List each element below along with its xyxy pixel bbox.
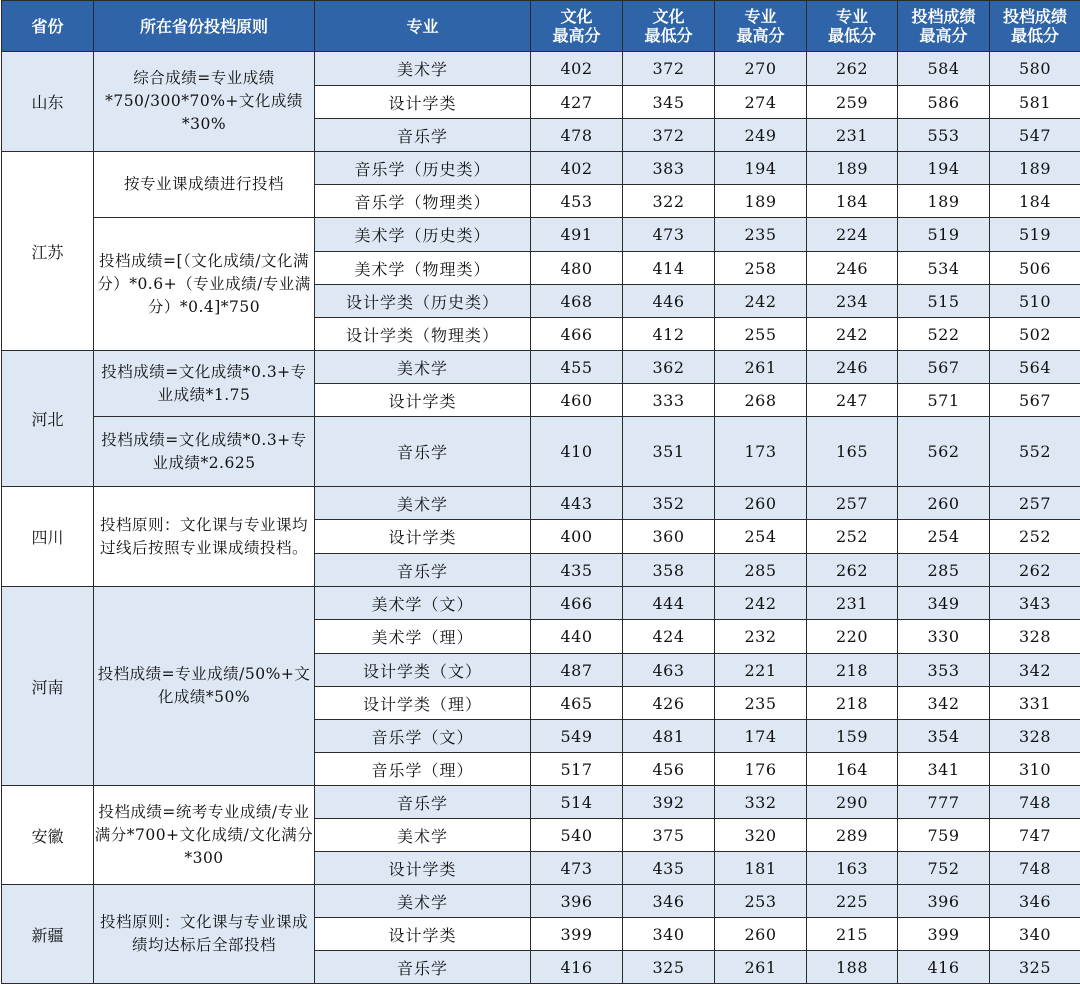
admission-max-cell: 759 [898, 819, 990, 852]
major-score-min-cell: 247 [807, 384, 898, 417]
major-score-min-cell: 224 [807, 218, 898, 252]
admission-max-cell: 349 [898, 587, 990, 620]
province-cell: 河南 [2, 587, 94, 786]
major-cell: 设计学类 [315, 384, 531, 417]
culture-max-cell: 480 [531, 252, 623, 285]
table-row [2, 52, 1080, 86]
major-score-max-cell: 261 [715, 351, 807, 384]
major-score-min-cell: 234 [807, 285, 898, 318]
admission-max-cell: 562 [898, 417, 990, 487]
rule-cell: 按专业课成绩进行投档 [94, 152, 315, 218]
header-label: 投档成绩 [911, 7, 976, 26]
admission-min-cell: 310 [990, 753, 1080, 786]
culture-max-cell: 416 [531, 951, 623, 984]
admission-min-cell: 506 [990, 252, 1080, 285]
culture-min-cell: 426 [623, 687, 715, 720]
major-score-max-header [715, 1, 807, 52]
culture-max-cell: 465 [531, 687, 623, 720]
major-cell: 美术学 [315, 819, 531, 852]
culture-max-cell: 487 [531, 654, 623, 687]
table-row [2, 487, 1080, 520]
admission-min-cell: 747 [990, 819, 1080, 852]
culture-max-cell: 514 [531, 786, 623, 819]
admission-min-cell: 519 [990, 218, 1080, 252]
culture-min-cell: 345 [623, 86, 715, 119]
culture-max-cell: 443 [531, 487, 623, 520]
major-score-min-cell: 165 [807, 417, 898, 487]
header-label: 最高分 [552, 26, 601, 45]
major-score-min-cell: 262 [807, 554, 898, 587]
major-score-max-cell: 320 [715, 819, 807, 852]
admission-max-cell: 534 [898, 252, 990, 285]
major-score-min-cell: 289 [807, 819, 898, 852]
admission-min-cell: 567 [990, 384, 1080, 417]
admission-max-cell: 260 [898, 487, 990, 520]
major-cell: 美术学 [315, 487, 531, 520]
culture-min-cell: 446 [623, 285, 715, 318]
major-score-min-cell: 246 [807, 252, 898, 285]
major-score-min-cell: 262 [807, 52, 898, 86]
table-header [2, 1, 1080, 52]
table-row [2, 786, 1080, 819]
culture-min-cell: 456 [623, 753, 715, 786]
culture-min-cell: 346 [623, 885, 715, 918]
culture-max-cell: 540 [531, 819, 623, 852]
culture-min-cell: 383 [623, 152, 715, 185]
culture-max-cell: 455 [531, 351, 623, 384]
major-cell: 设计学类（文） [315, 654, 531, 687]
table-row [2, 587, 1080, 620]
major-score-min-cell: 225 [807, 885, 898, 918]
culture-max-cell: 396 [531, 885, 623, 918]
major-score-max-cell: 176 [715, 753, 807, 786]
major-score-min-header [807, 1, 898, 52]
culture-min-header [623, 1, 715, 52]
culture-min-cell: 352 [623, 487, 715, 520]
rule-cell: 投档原则：文化课与专业课均过线后按照专业课成绩投档。 [94, 487, 315, 587]
culture-min-cell: 322 [623, 185, 715, 218]
major-header [315, 1, 531, 52]
major-cell: 设计学类（物理类） [315, 318, 531, 351]
major-score-min-cell: 159 [807, 720, 898, 753]
admission-max-cell: 416 [898, 951, 990, 984]
admission-min-cell: 262 [990, 554, 1080, 587]
header-row [2, 1, 1080, 52]
major-score-min-cell: 163 [807, 852, 898, 885]
admission-max-cell: 519 [898, 218, 990, 252]
culture-max-cell: 402 [531, 152, 623, 185]
admission-min-cell: 343 [990, 587, 1080, 620]
major-cell: 音乐学（物理类） [315, 185, 531, 218]
major-score-max-cell: 242 [715, 285, 807, 318]
culture-min-cell: 444 [623, 587, 715, 620]
major-score-min-cell: 246 [807, 351, 898, 384]
admission-max-cell: 341 [898, 753, 990, 786]
major-score-min-cell: 188 [807, 951, 898, 984]
culture-min-cell: 473 [623, 218, 715, 252]
culture-min-cell: 333 [623, 384, 715, 417]
province-cell: 河北 [2, 351, 94, 487]
table-row [2, 152, 1080, 185]
admission-max-cell: 553 [898, 119, 990, 152]
major-cell: 设计学类 [315, 520, 531, 554]
culture-max-cell: 517 [531, 753, 623, 786]
culture-max-cell: 460 [531, 384, 623, 417]
admission-max-cell: 567 [898, 351, 990, 384]
major-cell: 设计学类 [315, 918, 531, 951]
major-cell: 音乐学 [315, 417, 531, 487]
major-score-max-cell: 270 [715, 52, 807, 86]
admission-max-cell: 189 [898, 185, 990, 218]
culture-max-cell: 466 [531, 587, 623, 620]
admission-min-cell: 547 [990, 119, 1080, 152]
culture-min-cell: 463 [623, 654, 715, 687]
culture-max-cell: 435 [531, 554, 623, 587]
admission-min-cell: 342 [990, 654, 1080, 687]
major-cell: 美术学（理） [315, 620, 531, 654]
culture-max-cell: 427 [531, 86, 623, 119]
admission-max-cell: 353 [898, 654, 990, 687]
admission-min-cell: 748 [990, 786, 1080, 819]
major-score-min-cell: 189 [807, 152, 898, 185]
header-label: 最高分 [919, 26, 968, 45]
major-score-max-cell: 194 [715, 152, 807, 185]
admission-min-cell: 328 [990, 720, 1080, 753]
culture-min-cell: 435 [623, 852, 715, 885]
culture-min-cell: 362 [623, 351, 715, 384]
culture-max-cell: 491 [531, 218, 623, 252]
culture-min-cell: 392 [623, 786, 715, 819]
culture-max-cell: 440 [531, 620, 623, 654]
culture-min-cell: 412 [623, 318, 715, 351]
major-score-min-cell: 231 [807, 587, 898, 620]
culture-min-cell: 340 [623, 918, 715, 951]
header-label: 专业 [406, 16, 439, 36]
major-score-max-cell: 221 [715, 654, 807, 687]
admission-min-cell: 502 [990, 318, 1080, 351]
culture-max-cell: 453 [531, 185, 623, 218]
admission-min-cell: 346 [990, 885, 1080, 918]
header-label: 省份 [31, 16, 64, 36]
admission-max-cell: 285 [898, 554, 990, 587]
table-row [2, 218, 1080, 252]
admission-max-cell: 515 [898, 285, 990, 318]
rule-cell: 综合成绩=专业成绩*750/300*70%+文化成绩*30% [94, 52, 315, 152]
admission-min-cell: 257 [990, 487, 1080, 520]
major-score-min-cell: 257 [807, 487, 898, 520]
culture-min-cell: 351 [623, 417, 715, 487]
culture-max-cell: 466 [531, 318, 623, 351]
major-score-min-cell: 231 [807, 119, 898, 152]
culture-max-header [531, 1, 623, 52]
admission-max-cell: 330 [898, 620, 990, 654]
major-score-max-cell: 173 [715, 417, 807, 487]
major-score-min-cell: 252 [807, 520, 898, 554]
culture-min-cell: 325 [623, 951, 715, 984]
culture-min-cell: 424 [623, 620, 715, 654]
major-score-max-cell: 332 [715, 786, 807, 819]
major-score-max-cell: 254 [715, 520, 807, 554]
major-cell: 音乐学 [315, 119, 531, 152]
culture-max-cell: 473 [531, 852, 623, 885]
major-score-max-cell: 260 [715, 487, 807, 520]
culture-min-cell: 372 [623, 52, 715, 86]
culture-max-cell: 468 [531, 285, 623, 318]
culture-min-cell: 372 [623, 119, 715, 152]
culture-max-cell: 549 [531, 720, 623, 753]
admission-min-cell: 252 [990, 520, 1080, 554]
culture-max-cell: 410 [531, 417, 623, 487]
major-cell: 设计学类（历史类） [315, 285, 531, 318]
admission-min-cell: 325 [990, 951, 1080, 984]
admission-max-cell: 194 [898, 152, 990, 185]
header-label: 文化 [652, 7, 685, 26]
province-cell: 山东 [2, 52, 94, 152]
admission-min-cell: 748 [990, 852, 1080, 885]
culture-min-cell: 481 [623, 720, 715, 753]
province-cell: 安徽 [2, 786, 94, 885]
major-score-max-cell: 258 [715, 252, 807, 285]
admission-min-cell: 580 [990, 52, 1080, 86]
rule-cell: 投档成绩=专业成绩/50%+文化成绩*50% [94, 587, 315, 786]
major-score-min-cell: 242 [807, 318, 898, 351]
admission-max-cell: 752 [898, 852, 990, 885]
major-score-max-cell: 268 [715, 384, 807, 417]
admission-min-header [990, 1, 1080, 52]
header-label: 投档成绩 [1002, 7, 1067, 26]
table-row [2, 351, 1080, 384]
admission-max-cell: 342 [898, 687, 990, 720]
major-score-min-cell: 218 [807, 654, 898, 687]
admission-min-cell: 510 [990, 285, 1080, 318]
major-cell: 音乐学 [315, 786, 531, 819]
major-score-max-cell: 255 [715, 318, 807, 351]
culture-min-cell: 375 [623, 819, 715, 852]
major-score-max-cell: 181 [715, 852, 807, 885]
header-label: 最低分 [1010, 26, 1059, 45]
major-score-max-cell: 285 [715, 554, 807, 587]
major-cell: 美术学（文） [315, 587, 531, 620]
major-score-max-cell: 261 [715, 951, 807, 984]
admission-min-cell: 340 [990, 918, 1080, 951]
major-cell: 美术学（历史类） [315, 218, 531, 252]
admission-max-cell: 396 [898, 885, 990, 918]
major-score-max-cell: 174 [715, 720, 807, 753]
culture-max-cell: 402 [531, 52, 623, 86]
major-cell: 设计学类 [315, 852, 531, 885]
major-score-max-cell: 235 [715, 218, 807, 252]
admission-max-cell: 254 [898, 520, 990, 554]
province-cell: 江苏 [2, 152, 94, 351]
admission-min-cell: 581 [990, 86, 1080, 119]
major-cell: 设计学类 [315, 86, 531, 119]
major-cell: 音乐学 [315, 951, 531, 984]
table-body [2, 52, 1080, 984]
major-cell: 美术学 [315, 351, 531, 384]
admission-max-cell: 571 [898, 384, 990, 417]
rule-cell: 投档成绩=统考专业成绩/专业满分*700+文化成绩/文化满分*300 [94, 786, 315, 885]
admission-max-cell: 777 [898, 786, 990, 819]
header-label: 专业 [835, 7, 868, 26]
header-label: 最低分 [827, 26, 876, 45]
major-score-max-cell: 260 [715, 918, 807, 951]
admission-max-cell: 586 [898, 86, 990, 119]
major-cell: 音乐学（文） [315, 720, 531, 753]
major-score-max-cell: 249 [715, 119, 807, 152]
table-row [2, 417, 1080, 487]
major-score-min-cell: 218 [807, 687, 898, 720]
admission-max-cell: 584 [898, 52, 990, 86]
table-row [2, 885, 1080, 918]
major-cell: 美术学 [315, 52, 531, 86]
province-cell: 四川 [2, 487, 94, 587]
major-score-max-cell: 274 [715, 86, 807, 119]
admission-max-cell: 399 [898, 918, 990, 951]
rule-cell: 投档成绩=文化成绩*0.3+专业成绩*2.625 [94, 417, 315, 487]
header-label: 所在省份投档原则 [139, 16, 268, 36]
header-label: 最低分 [644, 26, 693, 45]
province-header [2, 1, 94, 52]
rule-header [94, 1, 315, 52]
header-label: 文化 [560, 7, 593, 26]
culture-min-cell: 360 [623, 520, 715, 554]
major-cell: 美术学（物理类） [315, 252, 531, 285]
header-label: 专业 [744, 7, 777, 26]
header-label: 最高分 [736, 26, 785, 45]
culture-min-cell: 414 [623, 252, 715, 285]
culture-min-cell: 358 [623, 554, 715, 587]
admission-max-cell: 522 [898, 318, 990, 351]
admission-min-cell: 328 [990, 620, 1080, 654]
admission-min-cell: 552 [990, 417, 1080, 487]
admission-max-cell: 354 [898, 720, 990, 753]
culture-max-cell: 399 [531, 918, 623, 951]
major-cell: 音乐学（理） [315, 753, 531, 786]
major-score-min-cell: 290 [807, 786, 898, 819]
major-score-min-cell: 259 [807, 86, 898, 119]
major-score-max-cell: 242 [715, 587, 807, 620]
major-score-min-cell: 184 [807, 185, 898, 218]
admission-max-header [898, 1, 990, 52]
admission-min-cell: 184 [990, 185, 1080, 218]
major-cell: 美术学 [315, 885, 531, 918]
major-cell: 设计学类（理） [315, 687, 531, 720]
culture-max-cell: 478 [531, 119, 623, 152]
province-cell: 新疆 [2, 885, 94, 984]
major-score-max-cell: 232 [715, 620, 807, 654]
major-cell: 音乐学（历史类） [315, 152, 531, 185]
major-score-min-cell: 215 [807, 918, 898, 951]
major-score-max-cell: 189 [715, 185, 807, 218]
rule-cell: 投档成绩=[（文化成绩/文化满分）*0.6+（专业成绩/专业满分）*0.4]*750 [94, 218, 315, 351]
major-score-max-cell: 235 [715, 687, 807, 720]
major-score-max-cell: 253 [715, 885, 807, 918]
admission-min-cell: 189 [990, 152, 1080, 185]
major-score-min-cell: 164 [807, 753, 898, 786]
major-score-min-cell: 220 [807, 620, 898, 654]
culture-max-cell: 400 [531, 520, 623, 554]
admission-score-table [1, 0, 1080, 984]
admission-min-cell: 564 [990, 351, 1080, 384]
rule-cell: 投档原则：文化课与专业课成绩均达标后全部投档 [94, 885, 315, 984]
admission-min-cell: 331 [990, 687, 1080, 720]
major-cell: 音乐学 [315, 554, 531, 587]
rule-cell: 投档成绩=文化成绩*0.3+专业成绩*1.75 [94, 351, 315, 417]
